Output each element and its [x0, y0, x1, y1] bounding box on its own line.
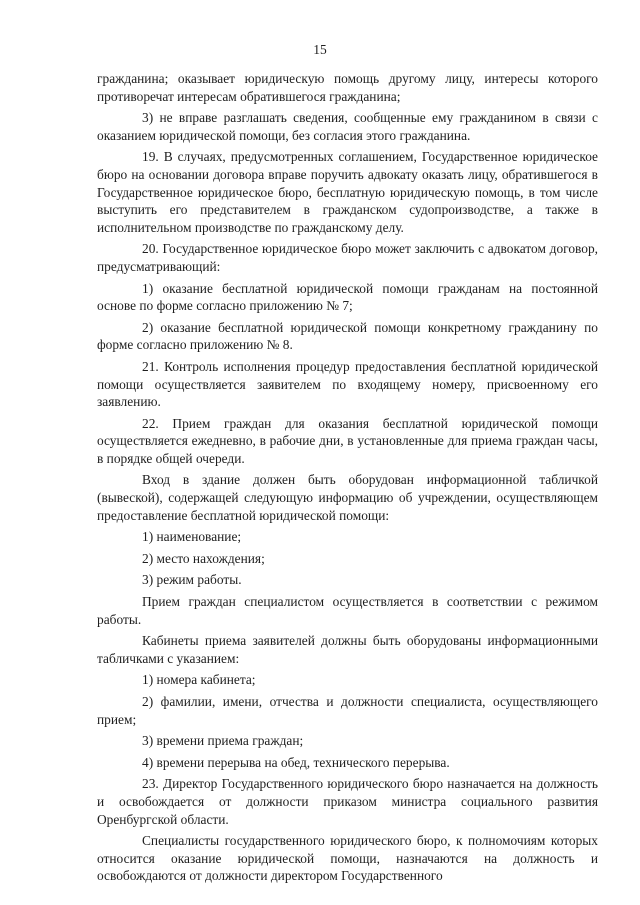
paragraph: 22. Прием граждан для оказания бесплатной юридической помощи осуществляется ежедневно, в рабочие дни, в установленные для приема граждан часы, в порядке общей очереди.: [97, 415, 598, 466]
paragraph: 23. Директор Государственного юридического бюро назначается на должность и освобождается от должности приказом министра социального развития Оренбургской области.: [97, 776, 598, 827]
paragraph: 2) место нахождения;: [142, 550, 265, 566]
document-body: [97, 70, 598, 885]
paragraph: 2) оказание бесплатной юридической помощи конкретному гражданину по форме согласно приложению № 8.: [97, 319, 598, 353]
paragraph: 4) времени перерыва на обед, технического перерыва.: [142, 754, 450, 770]
paragraph: гражданина; оказывает юридическую помощь другому лицу, интересы которого противоречат интересам обратившегося гражданина;: [97, 71, 598, 104]
paragraph: Кабинеты приема заявителей должны быть оборудованы информационными табличками с указанием:: [97, 633, 598, 666]
paragraph: Специалисты государственного юридического бюро, к полномочиям которых относится оказание юридической помощи, назначаются на должность и освобождаются от должности директором Государственного: [97, 833, 598, 884]
paragraph: 2) фамилии, имени, отчества и должности специалиста, осуществляющего прием;: [97, 694, 598, 727]
paragraph: 3) режим работы.: [142, 572, 242, 588]
paragraph: Вход в здание должен быть оборудован информационной табличкой (вывеской), содержащей следующую информацию об учреждении, осуществляющем предоставление бесплатной юридической помощи:: [97, 472, 598, 523]
page-number: 15: [313, 42, 327, 57]
paragraph: Прием граждан специалистом осуществляется в соответствии с режимом работы.: [97, 594, 598, 627]
paragraph: 20. Государственное юридическое бюро может заключить с адвокатом договор, предусматривающий:: [97, 241, 598, 274]
paragraph: 1) оказание бесплатной юридической помощи гражданам на постоянной основе по форме согласно приложению № 7;: [97, 280, 598, 314]
paragraph: 1) номера кабинета;: [142, 672, 256, 688]
paragraph: 3) времени приема граждан;: [142, 733, 304, 749]
paragraph: 3) не вправе разглашать сведения, сообщенные ему гражданином в связи с оказанием юридической помощи, без согласия этого гражданина.: [97, 110, 598, 143]
paragraph: 19. В случаях, предусмотренных соглашением, Государственное юридическое бюро на основании договора вправе поручить адвокату оказать лицу, обратившегося в Государственное юридическое бюро, бесплатную юридическую помощь, в том числе выступить его представителем в гражданском судопроизводстве, а также в исполнительном производстве по гражданскому делу.: [97, 149, 598, 235]
paragraph: 21. Контроль исполнения процедур предоставления бесплатной юридической помощи осуществляется заявителем по входящему номеру, присвоенному его заявлению.: [97, 358, 598, 410]
paragraph: 1) наименование;: [142, 529, 242, 545]
